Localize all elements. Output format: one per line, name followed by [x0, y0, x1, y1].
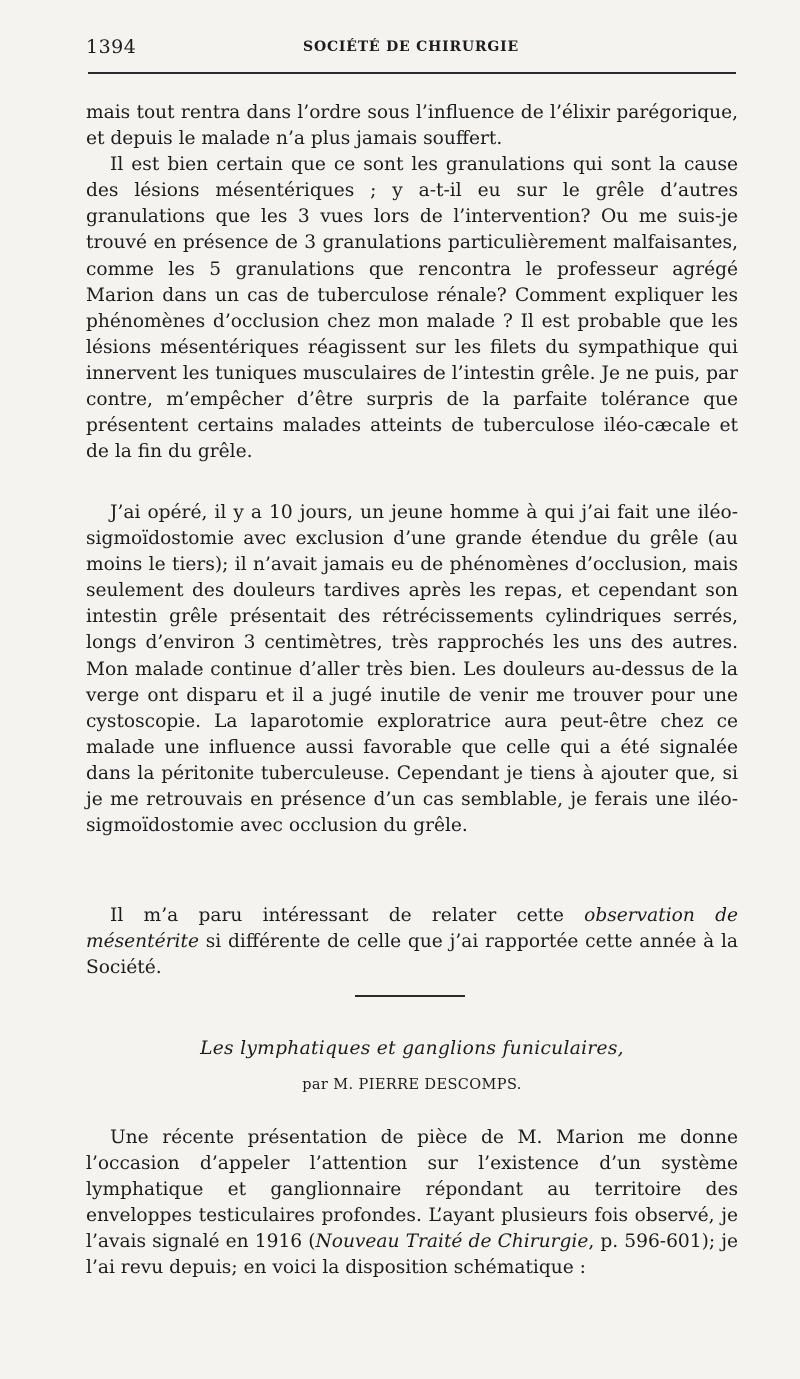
paragraph-granulations: Il est bien certain que ce sont les granulations qui sont la cause des lésions mésentériques ; y a-t-il eu sur le grêle d’autres granulations que les 3 vues lors de l’intervention? Ou me suis-je trouvé en présence de 3 granulations particulièrement malfaisantes, comme les 5 granulations que rencontra le professeur agrégé Marion dans un cas de tuberculose rénale? Comment expliquer les phénomènes d’occlusion chez mon malade ? Il est probable que les lésions mésentériques réagissent sur les filets du sympathique qui innervent les tuniques musculaires de l’intestin grêle. Je ne puis, par contre, m’empêcher d’être surpris de la parfaite tolérance que présentent certains malades atteints de tuberculose iléo-cæcale et de la fin du grêle.	[86, 154, 738, 463]
conclusion-text-start: Il m’a paru intéressant de relater cette	[110, 905, 585, 926]
citation-title: Nouveau Traité de Chirurgie	[315, 1231, 589, 1253]
intro-text-start: Une récente présentation de pièce de M. Marion me donne l’occasion d’appeler l’attention sur l’existence d’un système lymphatique et ganglionnaire répondant au territoire des enveloppes testiculaires profondes. L’ayant plusieurs fois observé, je l’avais signalé en 1916 (	[86, 1127, 738, 1253]
header-rule	[88, 72, 736, 74]
section-divider	[355, 995, 465, 997]
article-title: Les lymphatiques et ganglions funiculaires,	[200, 1038, 624, 1059]
text-block-article	[86, 1125, 738, 1282]
intro-text-end: , p. 596-601); je l’ai revu depuis; en voici la disposition schématique :	[86, 1231, 738, 1279]
text-block-case	[86, 500, 738, 839]
page-number: 1394	[86, 36, 137, 58]
conclusion-text-end: si différente de celle que j’ai rapportée cette année à la Société.	[86, 931, 738, 979]
running-title: SOCIÉTÉ DE CHIRURGIE	[303, 39, 519, 55]
text-block-continuation	[86, 100, 738, 465]
paragraph-continuation: mais tout rentra dans l’ordre sous l’influence de l’élixir parégorique, et depuis le malade n’a plus jamais souffert.	[86, 102, 738, 150]
article-byline: par M. PIERRE DESCOMPS.	[302, 1077, 522, 1093]
paragraph-conclusion	[86, 903, 738, 981]
paragraph-article-intro	[86, 1125, 738, 1282]
paragraph-case-report: J’ai opéré, il y a 10 jours, un jeune homme à qui j’ai fait une iléo-sigmoïdostomie avec exclusion d’une grande étendue du grêle (au moins le tiers); il n’avait jamais eu de phénomènes d’occlusion, mais seulement des douleurs tardives après les repas, et cependant son intestin grêle présentait des rétrécissements cylindriques serrés, longs d’environ 3 centimètres, très rapprochés les uns des autres. Mon malade continue d’aller très bien. Les douleurs au-dessus de la verge ont disparu et il a jugé inutile de venir me trouver pour une cystoscopie. La laparotomie exploratrice aura peut-être chez ce malade une influence aussi favorable que celle qui a été signalée dans la péritonite tuberculeuse. Cependant je tiens à ajouter que, si je me retrouvais en présence d’un cas semblable, je ferais une iléo-sigmoïdostomie avec occlusion du grêle.	[86, 502, 738, 837]
page-header	[86, 36, 736, 60]
text-block-conclusion	[86, 903, 738, 981]
conclusion-emphasis: observation de mésentérite	[86, 905, 739, 953]
